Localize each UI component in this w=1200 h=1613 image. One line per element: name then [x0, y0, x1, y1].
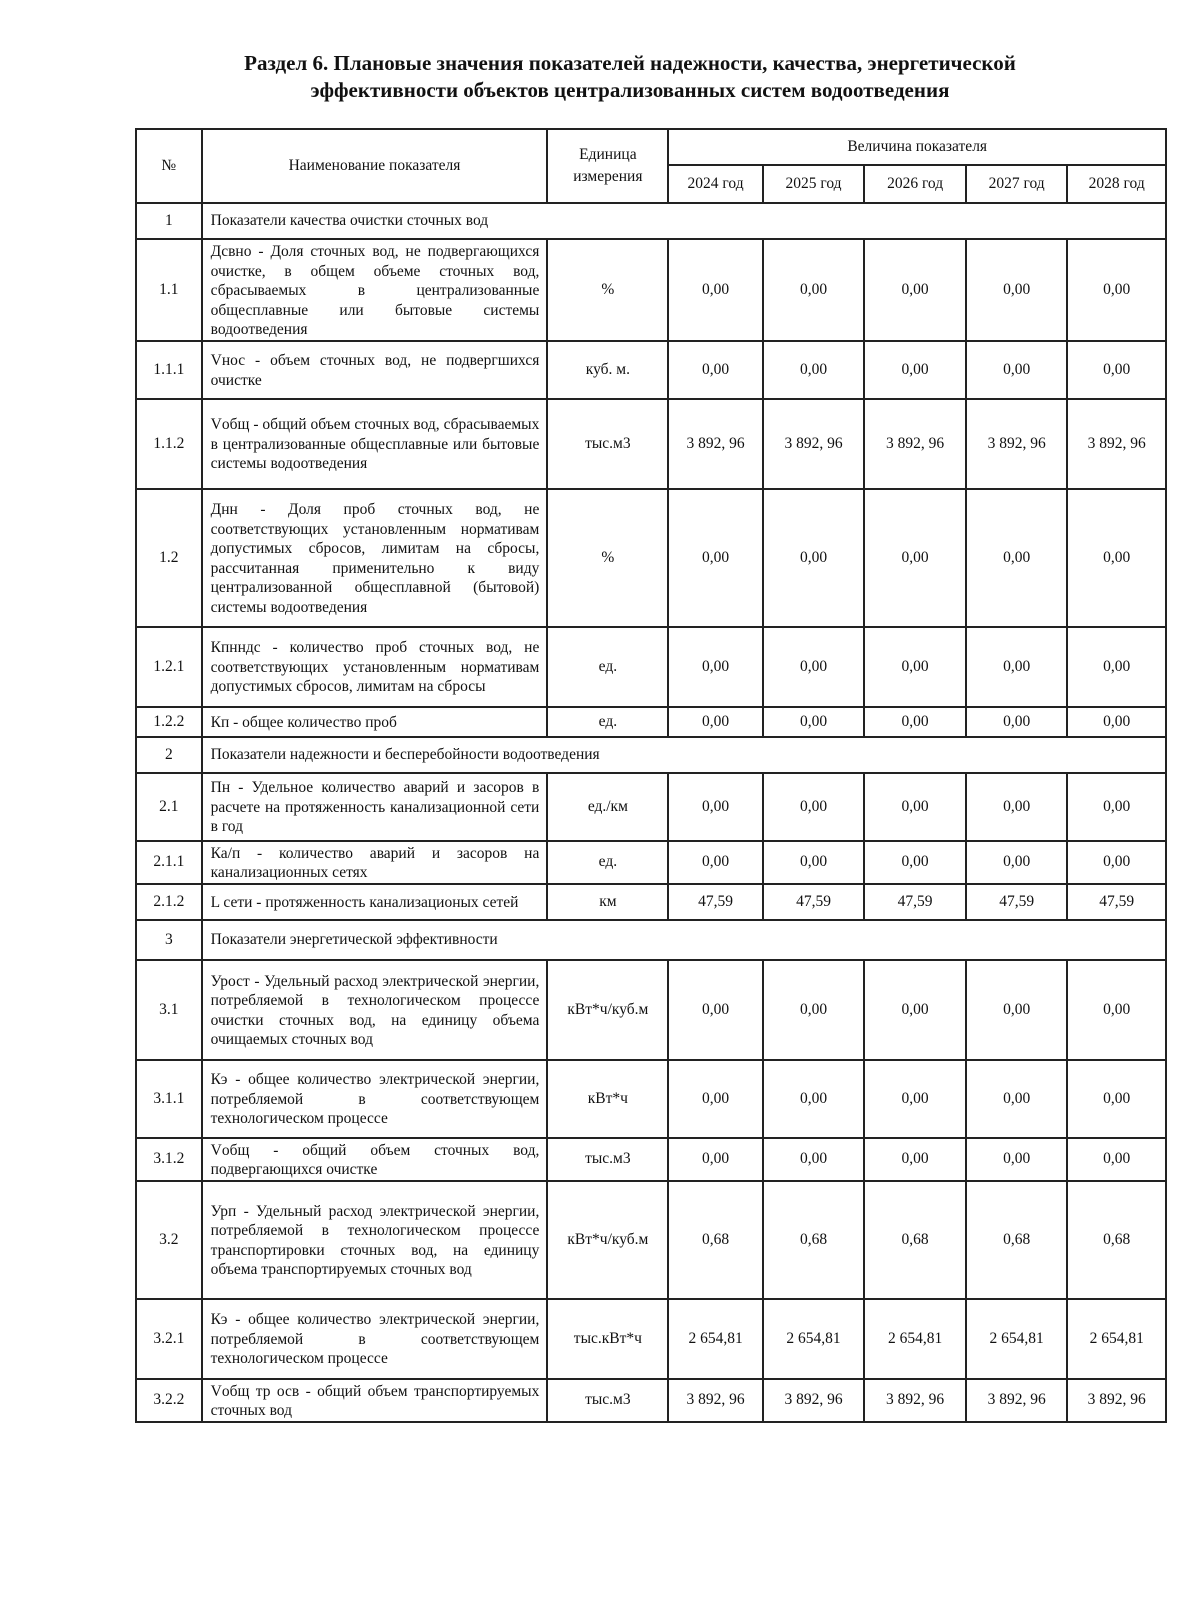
- indicator-value: 0,00: [1067, 960, 1166, 1060]
- header-name: Наименование показателя: [202, 129, 548, 203]
- table-row: [136, 707, 1166, 737]
- indicator-value: 3 892, 96: [966, 1379, 1068, 1422]
- indicator-value: 0,00: [1067, 627, 1166, 707]
- title-line-1: Раздел 6. Плановые значения показателей надежности, качества, энергетической: [244, 51, 1016, 75]
- indicator-value: 3 892, 96: [1067, 1379, 1166, 1422]
- indicator-value: 0,00: [763, 239, 865, 341]
- indicator-name: Урп - Удельный расход электрической энергии, потребляемой в технологическом процессе транспортировки сточных вод, на единицу объема транспортируемых сточных вод: [202, 1181, 548, 1299]
- row-num: 1.2.1: [136, 627, 202, 707]
- indicator-value: 0,00: [668, 773, 762, 841]
- indicator-unit: куб. м.: [547, 341, 668, 399]
- indicator-value: 0,00: [864, 489, 966, 627]
- indicator-value: 47,59: [966, 884, 1068, 920]
- indicator-value: 0,00: [1067, 489, 1166, 627]
- indicator-unit: %: [547, 239, 668, 341]
- header-unit: Единица измерения: [547, 129, 668, 203]
- indicator-name: Vобщ - общий объем сточных вод, сбрасываемых в централизованные общесплавные или бытовые системы водоотведения: [202, 399, 548, 489]
- indicator-value: 3 892, 96: [668, 1379, 762, 1422]
- indicator-name: Кэ - общее количество электрической энергии, потребляемой в соответствующем технологическом процессе: [202, 1060, 548, 1138]
- table-row: [136, 1299, 1166, 1379]
- indicator-unit: км: [547, 884, 668, 920]
- row-num: 3.1.1: [136, 1060, 202, 1138]
- indicator-name: Ка/п - количество аварий и засоров на канализационных сетях: [202, 841, 548, 884]
- table-row: [136, 1138, 1166, 1181]
- indicator-value: 0,00: [763, 627, 865, 707]
- row-num: 1.1.1: [136, 341, 202, 399]
- indicator-value: 47,59: [763, 884, 865, 920]
- indicator-value: 0,00: [864, 239, 966, 341]
- indicator-value: 2 654,81: [864, 1299, 966, 1379]
- section-title: Показатели качества очистки сточных вод: [202, 203, 1166, 239]
- header-year: 2027 год: [966, 165, 1068, 203]
- indicator-name: Vнос - объем сточных вод, не подвергшихся очистке: [202, 341, 548, 399]
- section-title: Показатели энергетической эффективности: [202, 920, 1166, 960]
- indicator-name: Кэ - общее количество электрической энергии, потребляемой в соответствующем технологическом процессе: [202, 1299, 548, 1379]
- indicator-unit: %: [547, 489, 668, 627]
- indicator-value: 0,00: [668, 341, 762, 399]
- indicator-value: 0,68: [1067, 1181, 1166, 1299]
- indicator-unit: ед.: [547, 627, 668, 707]
- indicator-value: 0,00: [668, 489, 762, 627]
- table-row: [136, 960, 1166, 1060]
- indicator-value: 0,00: [1067, 341, 1166, 399]
- indicator-unit: кВт*ч/куб.м: [547, 1181, 668, 1299]
- row-num: 1.1.2: [136, 399, 202, 489]
- indicator-value: 0,00: [966, 341, 1068, 399]
- indicator-value: 0,00: [966, 773, 1068, 841]
- indicator-unit: ед./км: [547, 773, 668, 841]
- table-body: [136, 129, 1166, 1422]
- indicator-value: 0,00: [864, 841, 966, 884]
- row-num: 3.2.1: [136, 1299, 202, 1379]
- table-row: [136, 489, 1166, 627]
- indicator-value: 0,00: [966, 707, 1068, 737]
- section-row: [136, 920, 1166, 960]
- indicator-value: 0,00: [763, 489, 865, 627]
- indicator-value: 0,00: [966, 960, 1068, 1060]
- header-num: №: [136, 129, 202, 203]
- table-row: [136, 627, 1166, 707]
- row-num: 2.1: [136, 773, 202, 841]
- header-year: 2025 год: [763, 165, 865, 203]
- indicator-unit: тыс.м3: [547, 399, 668, 489]
- indicator-value: 0,00: [966, 841, 1068, 884]
- section-title: Показатели надежности и бесперебойности водоотведения: [202, 737, 1166, 773]
- table-row: [136, 399, 1166, 489]
- header-year: 2026 год: [864, 165, 966, 203]
- indicator-unit: кВт*ч: [547, 1060, 668, 1138]
- indicator-value: 0,00: [966, 1138, 1068, 1181]
- indicator-value: 2 654,81: [668, 1299, 762, 1379]
- row-num: 1.2: [136, 489, 202, 627]
- row-num: 2: [136, 737, 202, 773]
- indicator-value: 0,68: [763, 1181, 865, 1299]
- indicator-value: 0,68: [966, 1181, 1068, 1299]
- indicator-value: 47,59: [668, 884, 762, 920]
- indicator-value: 0,00: [966, 239, 1068, 341]
- section-row: [136, 737, 1166, 773]
- table-row: [136, 341, 1166, 399]
- indicator-value: 0,00: [763, 773, 865, 841]
- row-num: 3.2.2: [136, 1379, 202, 1422]
- row-num: 3.2: [136, 1181, 202, 1299]
- row-num: 3.1.2: [136, 1138, 202, 1181]
- indicator-value: 0,00: [763, 707, 865, 737]
- row-num: 1.2.2: [136, 707, 202, 737]
- indicator-unit: тыс.м3: [547, 1138, 668, 1181]
- indicator-value: 0,00: [763, 841, 865, 884]
- row-num: 3.1: [136, 960, 202, 1060]
- title-line-2: эффективности объектов централизованных систем водоотведения: [310, 78, 950, 102]
- header-value-group: Величина показателя: [668, 129, 1166, 165]
- indicator-name: Vобщ тр осв - общий объем транспортируемых сточных вод: [202, 1379, 548, 1422]
- indicator-value: 0,00: [864, 341, 966, 399]
- indicator-value: 0,00: [966, 489, 1068, 627]
- indicator-value: 0,00: [1067, 773, 1166, 841]
- table-row: [136, 1181, 1166, 1299]
- indicator-value: 0,00: [1067, 707, 1166, 737]
- indicator-value: 0,00: [668, 841, 762, 884]
- indicator-value: 2 654,81: [966, 1299, 1068, 1379]
- table-row: [136, 841, 1166, 884]
- indicator-unit: тыс.м3: [547, 1379, 668, 1422]
- indicator-value: 0,00: [864, 1138, 966, 1181]
- indicator-name: Кпнндс - количество проб сточных вод, не соответствующих установленным нормативам допустимых сбросов, лимитам на сбросы: [202, 627, 548, 707]
- table-row: [136, 773, 1166, 841]
- indicator-value: 0,00: [1067, 841, 1166, 884]
- indicator-value: 3 892, 96: [864, 1379, 966, 1422]
- indicator-value: 47,59: [864, 884, 966, 920]
- indicator-value: 0,00: [668, 960, 762, 1060]
- table-row: [136, 884, 1166, 920]
- indicator-value: 3 892, 96: [864, 399, 966, 489]
- row-num: 1: [136, 203, 202, 239]
- indicator-unit: ед.: [547, 841, 668, 884]
- indicator-value: 0,00: [1067, 1060, 1166, 1138]
- indicator-unit: ед.: [547, 707, 668, 737]
- row-num: 3: [136, 920, 202, 960]
- indicator-value: 0,00: [763, 341, 865, 399]
- indicator-value: 0,00: [668, 1138, 762, 1181]
- indicators-table: [135, 128, 1167, 1423]
- header-row-1: [136, 129, 1166, 165]
- indicator-name: Vобщ - общий объем сточных вод, подвергающихся очистке: [202, 1138, 548, 1181]
- row-num: 2.1.1: [136, 841, 202, 884]
- indicator-value: 0,00: [966, 627, 1068, 707]
- table-row: [136, 239, 1166, 341]
- indicator-value: 0,00: [1067, 1138, 1166, 1181]
- indicator-value: 0,00: [864, 627, 966, 707]
- indicator-value: 0,00: [966, 1060, 1068, 1138]
- page-title: [150, 50, 1110, 104]
- indicator-value: 0,00: [668, 1060, 762, 1138]
- indicator-value: 0,00: [668, 239, 762, 341]
- indicator-value: 0,68: [668, 1181, 762, 1299]
- indicator-value: 0,00: [668, 627, 762, 707]
- section-row: [136, 203, 1166, 239]
- indicator-name: Пн - Удельное количество аварий и засоров в расчете на протяженность канализационной сети в год: [202, 773, 548, 841]
- table-row: [136, 1379, 1166, 1422]
- indicator-value: 0,00: [864, 1060, 966, 1138]
- indicator-value: 0,00: [864, 960, 966, 1060]
- indicator-value: 47,59: [1067, 884, 1166, 920]
- indicator-value: 0,00: [864, 707, 966, 737]
- indicator-unit: тыс.кВт*ч: [547, 1299, 668, 1379]
- indicator-name: L сети - протяженность канализационых сетей: [202, 884, 548, 920]
- indicator-value: 3 892, 96: [763, 1379, 865, 1422]
- indicator-value: 0,00: [1067, 239, 1166, 341]
- indicator-value: 2 654,81: [1067, 1299, 1166, 1379]
- indicator-value: 0,00: [763, 1060, 865, 1138]
- indicator-name: Урост - Удельный расход электрической энергии, потребляемой в технологическом процессе очистки сточных вод, на единицу объема очищаемых сточных вод: [202, 960, 548, 1060]
- row-num: 2.1.2: [136, 884, 202, 920]
- indicator-value: 3 892, 96: [763, 399, 865, 489]
- indicator-value: 0,00: [864, 773, 966, 841]
- header-year: 2028 год: [1067, 165, 1166, 203]
- indicator-value: 3 892, 96: [1067, 399, 1166, 489]
- indicator-unit: кВт*ч/куб.м: [547, 960, 668, 1060]
- indicator-value: 0,68: [864, 1181, 966, 1299]
- table-row: [136, 1060, 1166, 1138]
- indicator-name: Кп - общее количество проб: [202, 707, 548, 737]
- indicator-value: 0,00: [668, 707, 762, 737]
- indicator-value: 0,00: [763, 960, 865, 1060]
- indicator-value: 0,00: [763, 1138, 865, 1181]
- indicator-value: 3 892, 96: [668, 399, 762, 489]
- indicator-value: 3 892, 96: [966, 399, 1068, 489]
- row-num: 1.1: [136, 239, 202, 341]
- header-year: 2024 год: [668, 165, 762, 203]
- indicator-value: 2 654,81: [763, 1299, 865, 1379]
- indicator-name: Днн - Доля проб сточных вод, не соответствующих установленным нормативам допустимых сбросов, лимитам на сбросы, рассчитанная применительно к виду централизованной общесплавной (бытовой) системы водоотведения: [202, 489, 548, 627]
- indicator-name: Дсвно - Доля сточных вод, не подвергающихся очистке, в общем объеме сточных вод, сбрасываемых в централизованные общесплавные или бытовые системы водоотведения: [202, 239, 548, 341]
